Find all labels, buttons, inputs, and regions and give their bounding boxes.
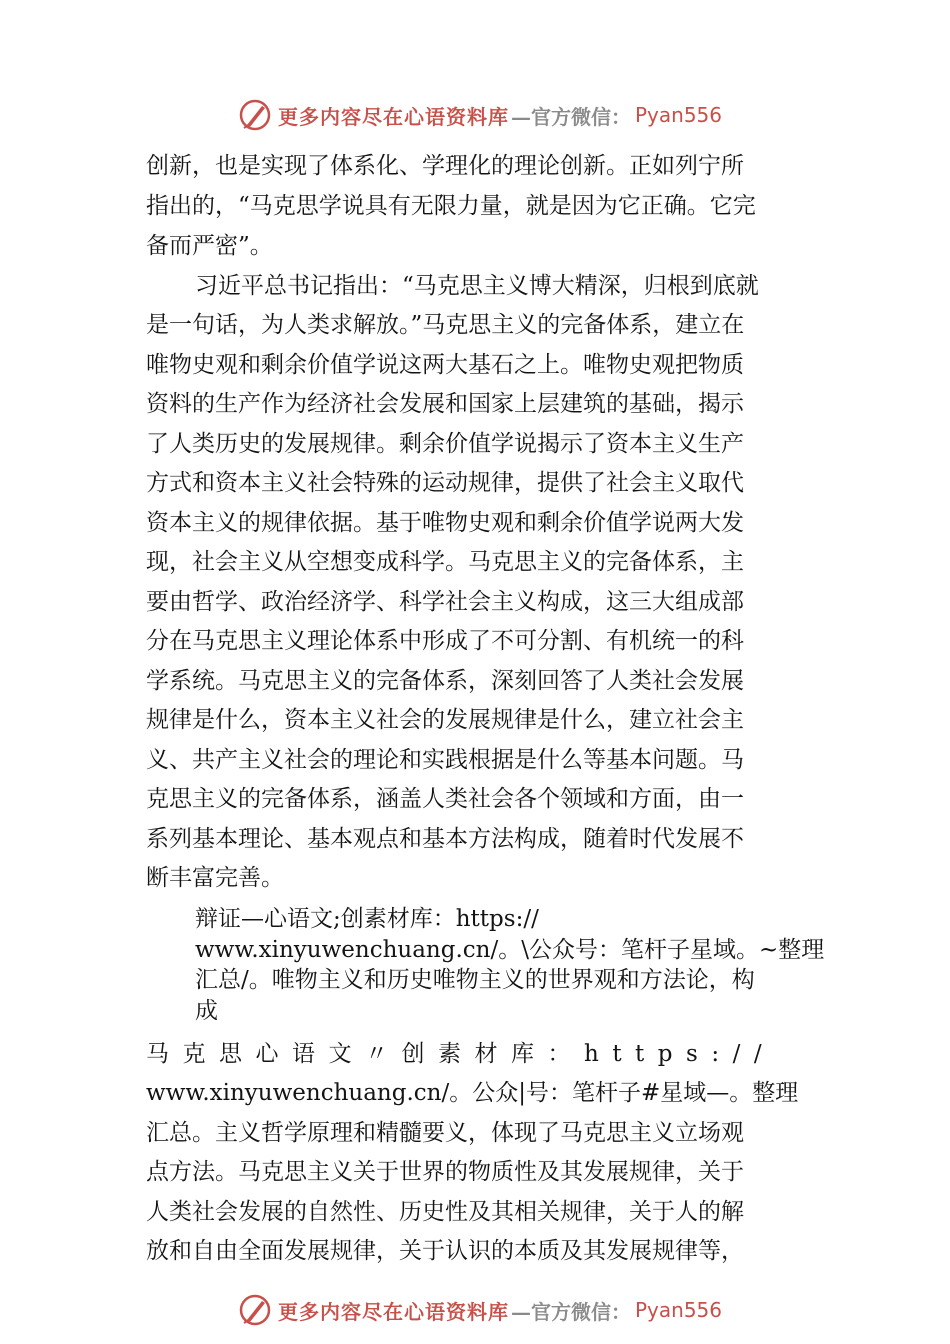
text-line: 点方法。马克思主义关于世界的物质性及其发展规律，关于	[146, 1159, 744, 1185]
text-line: 规律是什么，资本主义社会的发展规律是什么，建立社会主	[146, 707, 744, 733]
text-line: 是一句话，为人类求解放。”马克思主义的完备体系，建立在	[146, 312, 745, 338]
justified-text-line: 马克思心语文〃创素材库：https://	[146, 1041, 776, 1067]
banner-title: 更多内容尽在心语资料库	[278, 1299, 509, 1324]
text-line: 系列基本理论、基本观点和基本方法构成，随着时代发展不	[146, 826, 744, 852]
text-line: 备而严密”。	[146, 233, 273, 259]
footer-watermark-banner	[0, 1290, 950, 1330]
quill-logo-icon	[238, 98, 272, 132]
text-line: 分在马克思主义理论体系中形成了不可分割、有机统一的科	[146, 628, 744, 654]
quill-logo-icon	[238, 1293, 272, 1327]
paragraph-first-line: 习近平总书记指出：“马克思主义博大精深，归根到底就	[195, 273, 759, 299]
text-line: 现，社会主义从空想变成科学。马克思主义的完备体系，主	[146, 549, 744, 575]
text-line: 克思主义的完备体系，涵盖人类社会各个领域和方面，由一	[146, 786, 744, 812]
source-note-line: www.xinyuwenchuang.cn/。\公众号：笔杆子星域。~整理	[195, 937, 825, 963]
text-line: 义、共产主义社会的理论和实践根据是什么等基本问题。马	[146, 747, 744, 773]
text-line: 资本主义的规律依据。基于唯物史观和剩余价值学说两大发	[146, 510, 744, 536]
text-line: 断丰富完善。	[146, 865, 284, 891]
text-line: 汇总。主义哲学原理和精髓要义，体现了马克思主义立场观	[146, 1120, 744, 1146]
text-line: 人类社会发展的自然性、历史性及其相关规律，关于人的解	[146, 1199, 744, 1225]
banner-wechat-label: —官方微信：	[511, 1299, 631, 1324]
text-line: 方式和资本主义社会特殊的运动规律，提供了社会主义取代	[146, 470, 744, 496]
text-line: www.xinyuwenchuang.cn/。公众|号：笔杆子#星域—。整理	[146, 1080, 799, 1106]
text-line: 要由哲学、政治经济学、科学社会主义构成，这三大组成部	[146, 589, 744, 615]
text-line: 了人类历史的发展规律。剩余价值学说揭示了资本主义生产	[146, 431, 744, 457]
text-line: 唯物史观和剩余价值学说这两大基石之上。唯物史观把物质	[146, 352, 744, 378]
source-note-line: 成	[195, 998, 218, 1024]
banner-title: 更多内容尽在心语资料库	[278, 104, 509, 129]
source-note-line: 辩证—心语文;创素材库：https://	[195, 906, 539, 932]
text-line: 学系统。马克思主义的完备体系，深刻回答了人类社会发展	[146, 668, 744, 694]
banner-wechat-id: Pyan556	[635, 103, 723, 127]
header-watermark-banner	[0, 95, 950, 135]
source-note-line: 汇总/。唯物主义和历史唯物主义的世界观和方法论，构	[195, 967, 755, 993]
text-line: 创新，也是实现了体系化、学理化的理论创新。正如列宁所	[146, 153, 744, 179]
text-line: 放和自由全面发展规律，关于认识的本质及其发展规律等，	[146, 1238, 744, 1264]
banner-wechat-id: Pyan556	[635, 1298, 723, 1322]
text-line: 资料的生产作为经济社会发展和国家上层建筑的基础，揭示	[146, 391, 744, 417]
text-line: 指出的，“马克思学说具有无限力量，就是因为它正确。它完	[146, 193, 756, 219]
banner-wechat-label: —官方微信：	[511, 104, 631, 129]
